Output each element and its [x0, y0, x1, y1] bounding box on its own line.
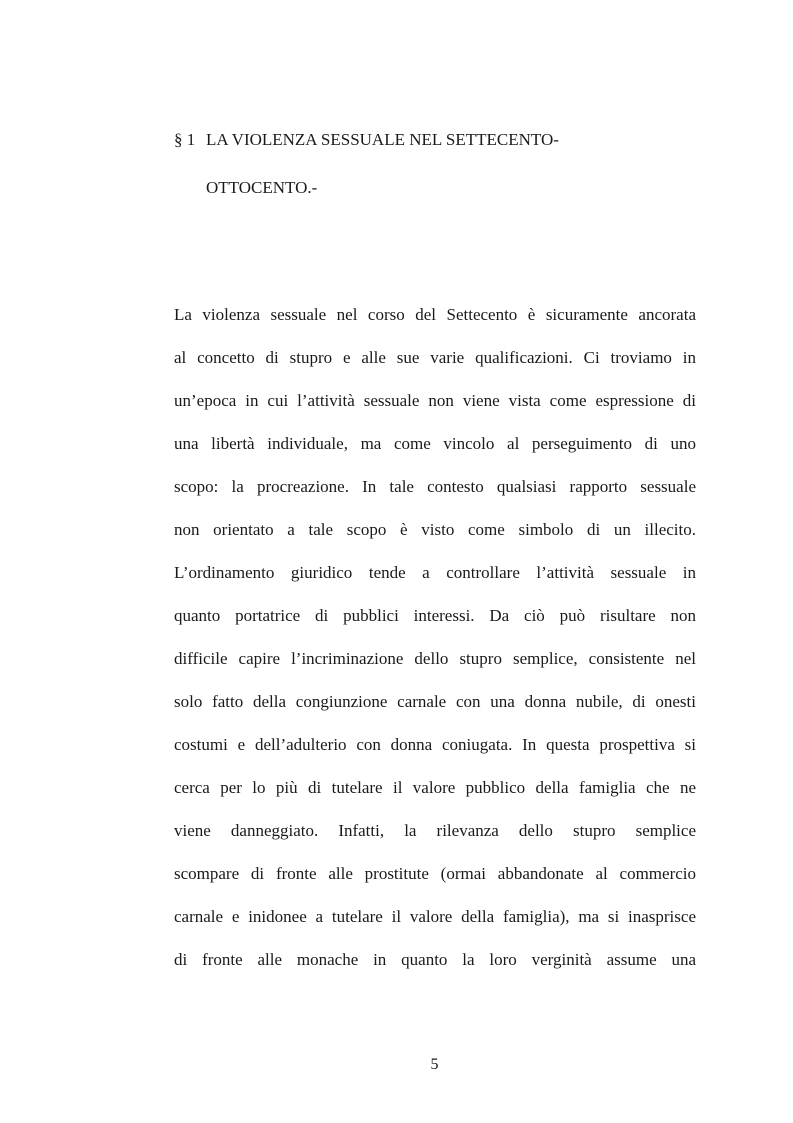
section-title-line2: OTTOCENTO.-	[206, 178, 318, 197]
body-line: cerca per lo più di tutelare il valore pubblico della famiglia che ne	[174, 778, 696, 797]
body-line: una libertà individuale, ma come vincolo al perseguimento di uno	[174, 434, 696, 453]
body-line: L’ordinamento giuridico tende a controllare l’attività sessuale in	[174, 563, 696, 582]
body-line: scopo: la procreazione. In tale contesto qualsiasi rapporto sessuale	[174, 477, 696, 496]
body-line: un’epoca in cui l’attività sessuale non viene vista come espressione di	[174, 391, 696, 410]
body-line: La violenza sessuale nel corso del Settecento è sicuramente ancorata	[174, 305, 696, 324]
body-line: quanto portatrice di pubblici interessi. Da ciò può risultare non	[174, 606, 696, 625]
body-line: carnale e inidonee a tutelare il valore della famiglia), ma si inasprisce	[174, 907, 696, 926]
body-line: al concetto di stupro e alle sue varie qualificazioni. Ci troviamo in	[174, 348, 696, 367]
body-line: scompare di fronte alle prostitute (ormai abbandonate al commercio	[174, 864, 696, 883]
body-line: viene danneggiato. Infatti, la rilevanza dello stupro semplice	[174, 821, 696, 840]
body-line: solo fatto della congiunzione carnale con una donna nubile, di onesti	[174, 692, 696, 711]
body-line: difficile capire l’incriminazione dello stupro semplice, consistente nel	[174, 649, 696, 668]
body-line: non orientato a tale scopo è visto come simbolo di un illecito.	[174, 520, 696, 539]
section-title-line1: LA VIOLENZA SESSUALE NEL SETTECENTO-	[206, 130, 559, 149]
page-number: 5	[430, 1056, 439, 1073]
body-line: di fronte alle monache in quanto la loro verginità assume una	[174, 950, 696, 969]
body-line: costumi e dell’adulterio con donna coniugata. In questa prospettiva si	[174, 735, 696, 754]
section-mark: § 1	[174, 130, 196, 149]
section-heading	[174, 130, 559, 197]
